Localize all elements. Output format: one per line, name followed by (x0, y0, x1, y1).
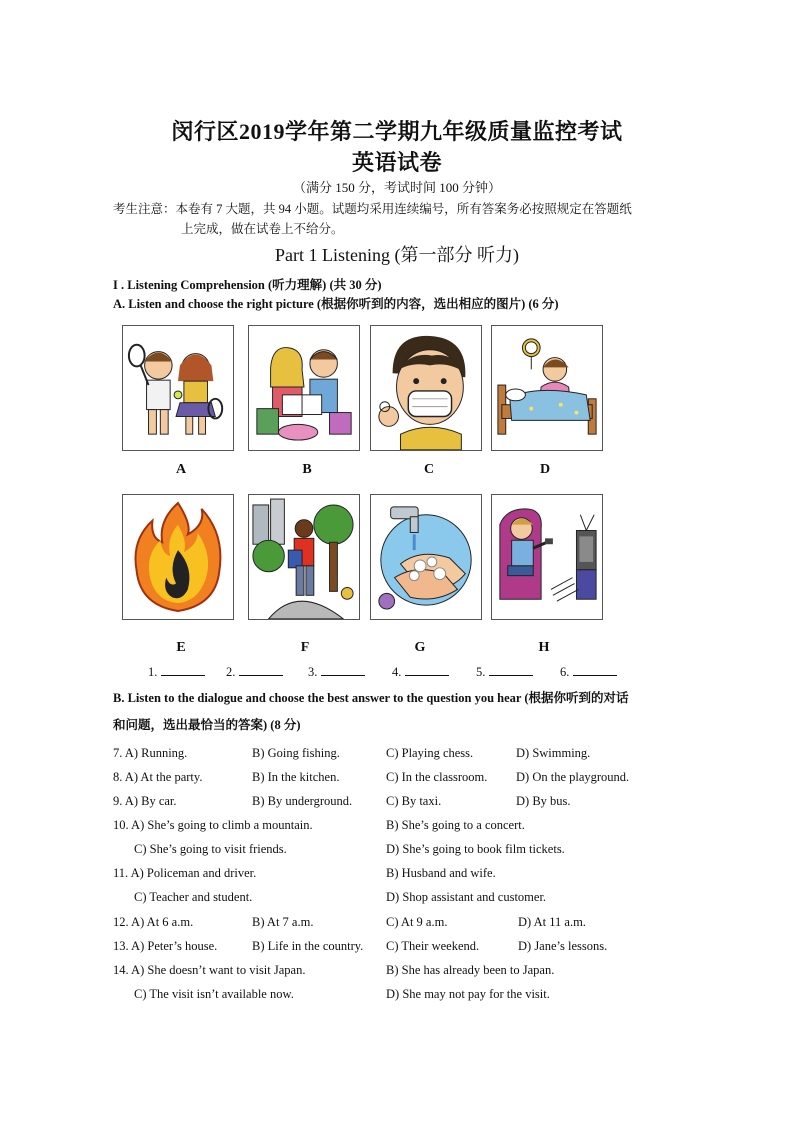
blank-number: 2. (226, 665, 236, 679)
blank-number: 5. (476, 665, 486, 679)
picture-label: A (175, 462, 187, 477)
option[interactable]: 11. A) Policeman and driver. (113, 866, 257, 880)
option[interactable]: 10. A) She’s going to climb a mountain. (113, 818, 313, 832)
answer-blank[interactable] (392, 663, 449, 680)
option[interactable]: C) By taxi. (386, 794, 442, 808)
blank-number: 4. (392, 665, 402, 679)
walking-boy-icon (248, 494, 360, 620)
option[interactable]: D) On the playground. (516, 770, 630, 784)
option[interactable]: B) She has already been to Japan. (386, 963, 555, 977)
question-11 (113, 866, 713, 888)
question-10 (113, 818, 713, 840)
question-11-cont (113, 890, 713, 912)
answer-blank[interactable] (226, 663, 283, 680)
answer-blank[interactable] (308, 663, 365, 680)
question-10-cont (113, 842, 713, 864)
option[interactable]: B) Going fishing. (252, 746, 340, 760)
question-12 (113, 915, 713, 937)
option[interactable]: 12. A) At 6 a.m. (113, 915, 194, 929)
picture-label: E (176, 640, 186, 655)
answer-blank[interactable] (148, 663, 205, 680)
question-8 (113, 770, 713, 792)
masked-boy-icon (370, 325, 482, 451)
option[interactable]: C) Teacher and student. (134, 890, 253, 904)
option[interactable]: B) In the kitchen. (252, 770, 340, 784)
score-time: （满分 150 分，考试时间 100 分钟） (292, 180, 501, 195)
blank-number: 3. (308, 665, 318, 679)
option[interactable]: 14. A) She doesn’t want to visit Japan. (113, 963, 306, 977)
option[interactable]: B) She’s going to a concert. (386, 818, 525, 832)
notice-line-1: 考生注意：本卷有 7 大题，共 94 小题。试题均采用连续编号，所有答案务必按照规定在答题纸 (113, 202, 632, 216)
picture-label: D (539, 462, 551, 477)
option[interactable]: B) Life in the country. (252, 939, 364, 953)
section-heading-1: I . Listening Comprehension (听力理解) (共 30 分) (113, 278, 382, 292)
option[interactable]: D) She may not pay for the visit. (386, 987, 550, 1001)
picture-label: H (538, 640, 550, 655)
question-7 (113, 746, 713, 768)
option[interactable]: B) Husband and wife. (386, 866, 496, 880)
option[interactable]: C) Playing chess. (386, 746, 474, 760)
answer-blank[interactable] (560, 663, 617, 680)
option[interactable]: B) By underground. (252, 794, 353, 808)
option[interactable]: C) In the classroom. (386, 770, 488, 784)
exam-title: 闵行区2019学年第二学期九年级质量监控考试 (171, 119, 623, 144)
blank-number: 1. (148, 665, 158, 679)
option[interactable]: C) The visit isn’t available now. (134, 987, 294, 1001)
blank-number: 6. (560, 665, 570, 679)
question-14 (113, 963, 713, 985)
question-14-cont (113, 987, 713, 1009)
notice-line-2: 上完成，做在试卷上不给分。 (181, 222, 344, 236)
answer-blank[interactable] (476, 663, 533, 680)
question-9 (113, 794, 713, 816)
candidate-notice (113, 199, 713, 239)
option[interactable]: D) She’s going to book film tickets. (386, 842, 565, 856)
tv-watching-icon (491, 494, 603, 620)
option[interactable]: 7. A) Running. (113, 746, 188, 760)
option[interactable]: 13. A) Peter’s house. (113, 939, 218, 953)
fire-icon (122, 494, 234, 620)
option[interactable]: C) She’s going to visit friends. (134, 842, 287, 856)
exam-subtitle: 英语试卷 (351, 150, 442, 175)
picture-label: B (302, 462, 312, 477)
option[interactable]: D) Swimming. (516, 746, 591, 760)
reading-kids-icon (248, 325, 360, 451)
picture-label: C (423, 462, 435, 477)
option[interactable]: 9. A) By car. (113, 794, 177, 808)
option[interactable]: D) Shop assistant and customer. (386, 890, 547, 904)
option[interactable]: C) Their weekend. (386, 939, 480, 953)
hand-washing-icon (370, 494, 482, 620)
waking-girl-icon (491, 325, 603, 451)
picture-label: F (300, 640, 310, 655)
option[interactable]: D) Jane’s lessons. (518, 939, 608, 953)
option[interactable]: B) At 7 a.m. (252, 915, 314, 929)
option[interactable]: C) At 9 a.m. (386, 915, 448, 929)
option[interactable]: 8. A) At the party. (113, 770, 203, 784)
section-heading-a: A. Listen and choose the right picture (根据你听到的内容，选出相应的图片) (6 分) (113, 297, 559, 311)
question-13 (113, 939, 713, 961)
option[interactable]: D) At 11 a.m. (518, 915, 586, 929)
picture-label: G (414, 640, 426, 655)
part-title: Part 1 Listening (第一部分 听力) (275, 245, 519, 265)
section-heading-b: B. Listen to the dialogue and choose the best answer to the question you hear (根据你听到的对话 (113, 691, 629, 705)
section-heading-b-cont: 和问题，选出最恰当的答案) (8 分) (113, 718, 301, 732)
option[interactable]: D) By bus. (516, 794, 571, 808)
tennis-players-icon (122, 325, 234, 451)
